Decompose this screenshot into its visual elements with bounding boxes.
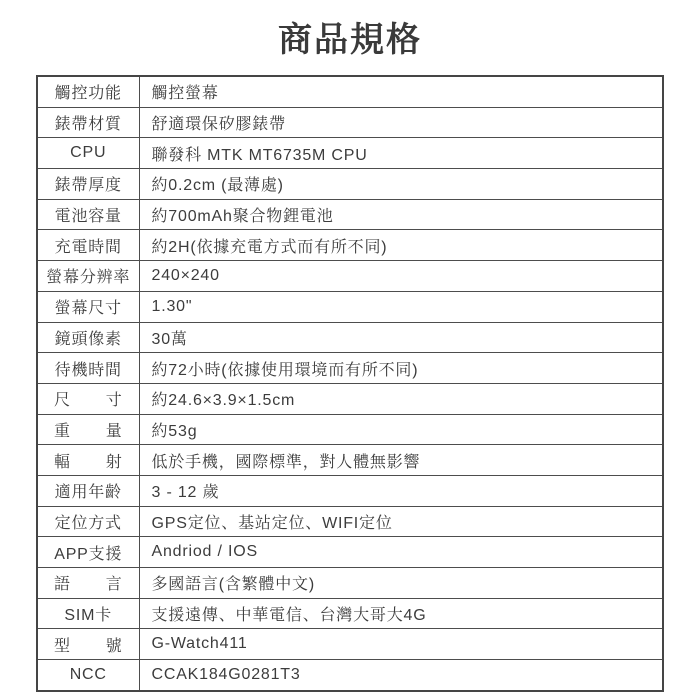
row-value: CCAK184G0281T3 <box>139 660 663 691</box>
row-label: 錶帶厚度 <box>37 169 139 200</box>
row-label: SIM卡 <box>37 598 139 629</box>
table-row <box>37 322 663 353</box>
table-row <box>37 76 663 107</box>
row-value: 觸控螢幕 <box>139 76 663 107</box>
table-row <box>37 230 663 261</box>
row-label: 螢幕尺寸 <box>37 291 139 322</box>
row-value: 1.30" <box>139 291 663 322</box>
table-row <box>37 169 663 200</box>
table-row <box>37 568 663 599</box>
row-label: 輻射 <box>37 445 139 476</box>
table-row <box>37 107 663 138</box>
table-row <box>37 629 663 660</box>
row-value: 約2H(依據充電方式而有所不同) <box>139 230 663 261</box>
spec-table <box>36 75 664 692</box>
row-label: 觸控功能 <box>37 76 139 107</box>
row-label: NCC <box>37 660 139 691</box>
row-value: Andriod / IOS <box>139 537 663 568</box>
row-value: 約53g <box>139 414 663 445</box>
table-row <box>37 506 663 537</box>
row-value: GPS定位、基站定位、WIFI定位 <box>139 506 663 537</box>
table-row <box>37 598 663 629</box>
row-label: 適用年齡 <box>37 475 139 506</box>
row-value: 聯發科 MTK MT6735M CPU <box>139 138 663 169</box>
table-row <box>37 138 663 169</box>
row-value: 約24.6×3.9×1.5cm <box>139 383 663 414</box>
row-value: 240×240 <box>139 261 663 292</box>
page-title: 商品規格 <box>278 21 422 59</box>
row-value: 舒適環保矽膠錶帶 <box>139 107 663 138</box>
row-label: 充電時間 <box>37 230 139 261</box>
row-label: 鏡頭像素 <box>37 322 139 353</box>
row-value: 約0.2cm (最薄處) <box>139 169 663 200</box>
table-row <box>37 660 663 691</box>
row-label: CPU <box>37 138 139 169</box>
table-row <box>37 261 663 292</box>
row-value: 3 - 12 歲 <box>139 475 663 506</box>
table-row <box>37 445 663 476</box>
row-value: G-Watch411 <box>139 629 663 660</box>
row-label: APP支援 <box>37 537 139 568</box>
row-value: 低於手機，國際標準，對人體無影響 <box>139 445 663 476</box>
row-label: 待機時間 <box>37 353 139 384</box>
row-value: 約700mAh聚合物鋰電池 <box>139 199 663 230</box>
table-row <box>37 537 663 568</box>
row-label: 語言 <box>37 568 139 599</box>
row-label: 定位方式 <box>37 506 139 537</box>
row-value: 30萬 <box>139 322 663 353</box>
row-label: 螢幕分辨率 <box>37 261 139 292</box>
row-label: 型號 <box>37 629 139 660</box>
row-label: 錶帶材質 <box>37 107 139 138</box>
row-value: 約72小時(依據使用環境而有所不同) <box>139 353 663 384</box>
row-label: 尺寸 <box>37 383 139 414</box>
row-label: 電池容量 <box>37 199 139 230</box>
table-row <box>37 414 663 445</box>
table-row <box>37 291 663 322</box>
table-row <box>37 475 663 506</box>
table-row <box>37 353 663 384</box>
table-row <box>37 383 663 414</box>
row-label: 重量 <box>37 414 139 445</box>
row-value: 支援遠傳、中華電信、台灣大哥大4G <box>139 598 663 629</box>
table-row <box>37 199 663 230</box>
row-value: 多國語言(含繁體中文) <box>139 568 663 599</box>
